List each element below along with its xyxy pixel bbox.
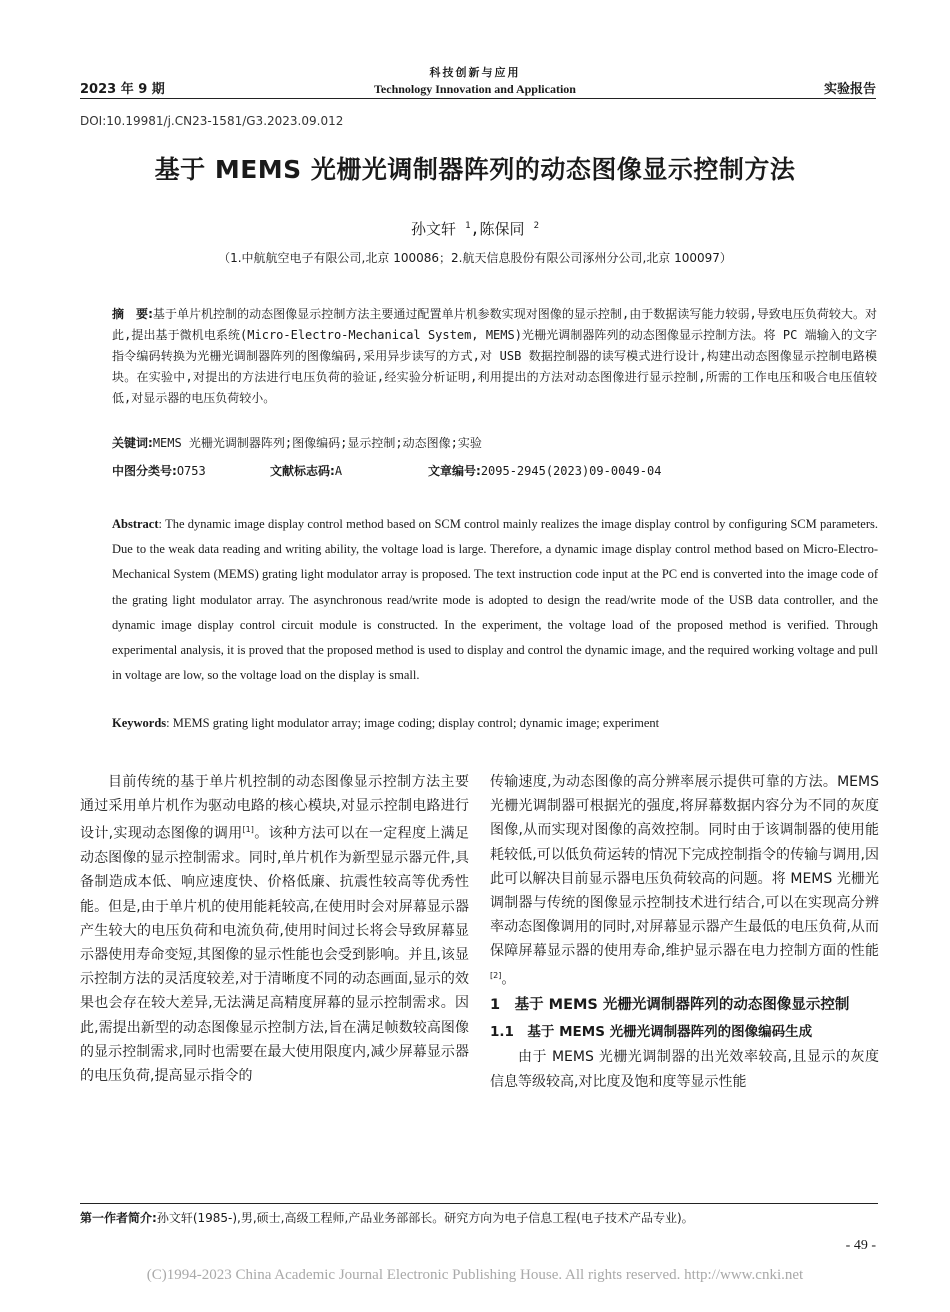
abstract-en-text: : The dynamic image display control method based on SCM control mainly realizes the image display control by configuring SCM parameters. Due to the weak data reading and writing ability, the voltage load is large. Therefore, a dynamic image display control method based on Micro-Electro-Mechanical System (MEMS) grating light modulator array is proposed. The text instruction code input at the PC end is converted into the image code of the grating light modulator array. The asynchronous read/write mode is adopted to design the read/write mode of the USB data controller, and the dynamic image display control circuit module is constructed. In the experiment, the voltage load of the proposed method is verified. Through experimental analysis, it is proved that the proposed method is used to display and control the dynamic image, and the required working voltage and pull in voltage are low, so the voltage load on the display is small. xyxy=(112,517,878,683)
section-label: 实验报告 xyxy=(823,82,876,97)
article-number-value: 2095-2945(2023)09-0049-04 xyxy=(480,464,662,478)
author-1: 孙文轩 xyxy=(411,220,457,238)
clc-label: 中图分类号: xyxy=(112,464,177,478)
body-column-right xyxy=(490,770,879,1094)
doc-code-value: A xyxy=(334,464,343,478)
paragraph-end: 。 xyxy=(501,971,516,988)
author-footnote xyxy=(80,1209,694,1226)
keywords-en xyxy=(112,716,659,731)
doc-code xyxy=(270,462,342,479)
footnote-text: 孙文轩(1985-),男,硕士,高级工程师,产品业务部部长。研究方向为电子信息工程(电子技术产品专业)。 xyxy=(156,1211,694,1225)
keywords-en-label: Keywords xyxy=(112,716,167,730)
affiliations: （1.中航航空电子有限公司,北京 100086；2.航天信息股份有限公司涿州分公司,北京 100097） xyxy=(218,251,732,265)
paragraph xyxy=(80,770,469,1088)
paragraph: 由于 MEMS 光栅光调制器的出光效率较高,且显示的灰度信息等级较高,对比度及饱和度等显示性能 xyxy=(490,1049,879,1090)
journal-issue: 2023 年 9 期 xyxy=(80,82,165,97)
abstract-cn xyxy=(112,304,877,409)
paragraph-text-cont: 。该种方法可以在一定程度上满足动态图像的显示控制需求。同时,单片机作为新型显示器元件,具备制造成本低、响应速度快、价格低廉、抗震性较高等优秀性能。但是,由于单片机的使用能耗较高,在使用时会对屏幕显示器产生较大的电压负荷和电流负荷,使用时间过长将会导致屏幕显示器使用寿命变短,其图像的显示性能也会受到影响。并且,该显示控制方法的灵活度较差,对于清晰度不同的动态画面,显示的效果也会存在较大差异,无法满足高精度屏幕的显示控制需求。因此,需提出新型的动态图像显示控制方法,旨在满足帧数较高图像的显示控制需求,同时也需要在最大使用限度内,减少屏幕显示器的电压负荷,提高显示指令的 xyxy=(80,826,470,1085)
clc-number xyxy=(112,462,206,479)
subsection-heading: 1.1 基于 MEMS 光栅光调制器阵列的图像编码生成 xyxy=(490,1024,813,1041)
abstract-cn-text: 基于单片机控制的动态图像显示控制方法主要通过配置单片机参数实现对图像的显示控制,由于数据读写能力较弱,导致电压负荷较大。对此,提出基于微机电系统(Micro-Electro-Mechanical System, MEMS)光栅光调制器阵列的动态图像显示控制方法。将 PC 端输入的文字指令编码转换为光栅光调制器阵列的图像编码,采用异步读写的方式,对 USB 数据控制器的读写模式进行设计,构建出动态图像显示控制电路模块。在实验中,对提出的方法进行电压负荷的验证,经实验分析证明,利用提出的方法对动态图像进行显示控制,所需的工作电压和吸合电压值较低,对显示器的电压负荷较小。 xyxy=(112,307,877,405)
citation-ref: [2] xyxy=(490,970,502,980)
doc-code-label: 文献标志码: xyxy=(270,464,335,478)
abstract-en-label: Abstract xyxy=(112,517,159,531)
keywords-en-text: : MEMS grating light modulator array; image coding; display control; dynamic image; experiment xyxy=(166,716,660,730)
journal-name-en: Technology Innovation and Application xyxy=(374,82,576,96)
paragraph-text: 传输速度,为动态图像的高分辨率展示提供可靠的方法。MEMS 光栅光调制器可根据光的强度,将屏幕数据内容分为不同的灰度图像,从而实现对图像的高效控制。同时由于该调制器的使用能耗较低,可以低负荷运转的情况下完成控制指令的传输与调用,因此可以解决目前显示器电压负荷较高的问题。将 MEMS 光栅光调制器与传统的图像显示控制技术进行结合,可以在实现高分辨率动态图像调用的同时,对屏幕显示器产生最低的电压负荷,从而保障屏幕显示器的使用寿命,维护显示器在电力控制方面的性能 xyxy=(490,774,879,960)
section-heading: 1 基于 MEMS 光栅光调制器阵列的动态图像显示控制 xyxy=(490,997,850,1014)
author-line xyxy=(0,218,950,239)
author-1-affil: 1 xyxy=(465,221,471,231)
journal-name-cn: 科技创新与应用 xyxy=(429,66,521,79)
paragraph xyxy=(490,770,879,991)
abstract-en xyxy=(112,512,878,688)
paper-title: 基于 MEMS 光栅光调制器阵列的动态图像显示控制方法 xyxy=(154,155,796,184)
abstract-cn-label: 摘 要: xyxy=(112,307,153,321)
author-2: 陈保同 xyxy=(479,220,525,238)
journal-header xyxy=(0,64,950,97)
page-number: - 49 - xyxy=(845,1238,876,1253)
author-separator: , xyxy=(470,220,480,238)
footnote-divider xyxy=(80,1203,878,1204)
clc-value: O753 xyxy=(176,464,206,478)
author-2-affil: 2 xyxy=(533,221,539,231)
body-column-left xyxy=(80,770,469,1088)
citation-ref: [1] xyxy=(242,825,254,835)
paragraph-text: 目前传统的基于单片机控制的动态图像显示控制方法主要通过采用单片机作为驱动电路的核心模块,对显示控制电路进行设计,实现动态图像的调用 xyxy=(80,774,469,843)
copyright-watermark: (C)1994-2023 China Academic Journal Electronic Publishing House. All rights reserved. http://www.cnki.net xyxy=(146,1267,804,1283)
footnote-label: 第一作者简介: xyxy=(80,1211,157,1225)
header-divider xyxy=(80,98,876,99)
doi: DOI:10.19981/j.CN23-1581/G3.2023.09.012 xyxy=(80,114,344,128)
keywords-cn-label: 关键词: xyxy=(112,436,153,450)
keywords-cn-text: MEMS 光栅光调制器阵列;图像编码;显示控制;动态图像;实验 xyxy=(152,436,482,450)
keywords-cn xyxy=(112,434,482,451)
article-number xyxy=(428,462,661,479)
article-number-label: 文章编号: xyxy=(428,464,481,478)
